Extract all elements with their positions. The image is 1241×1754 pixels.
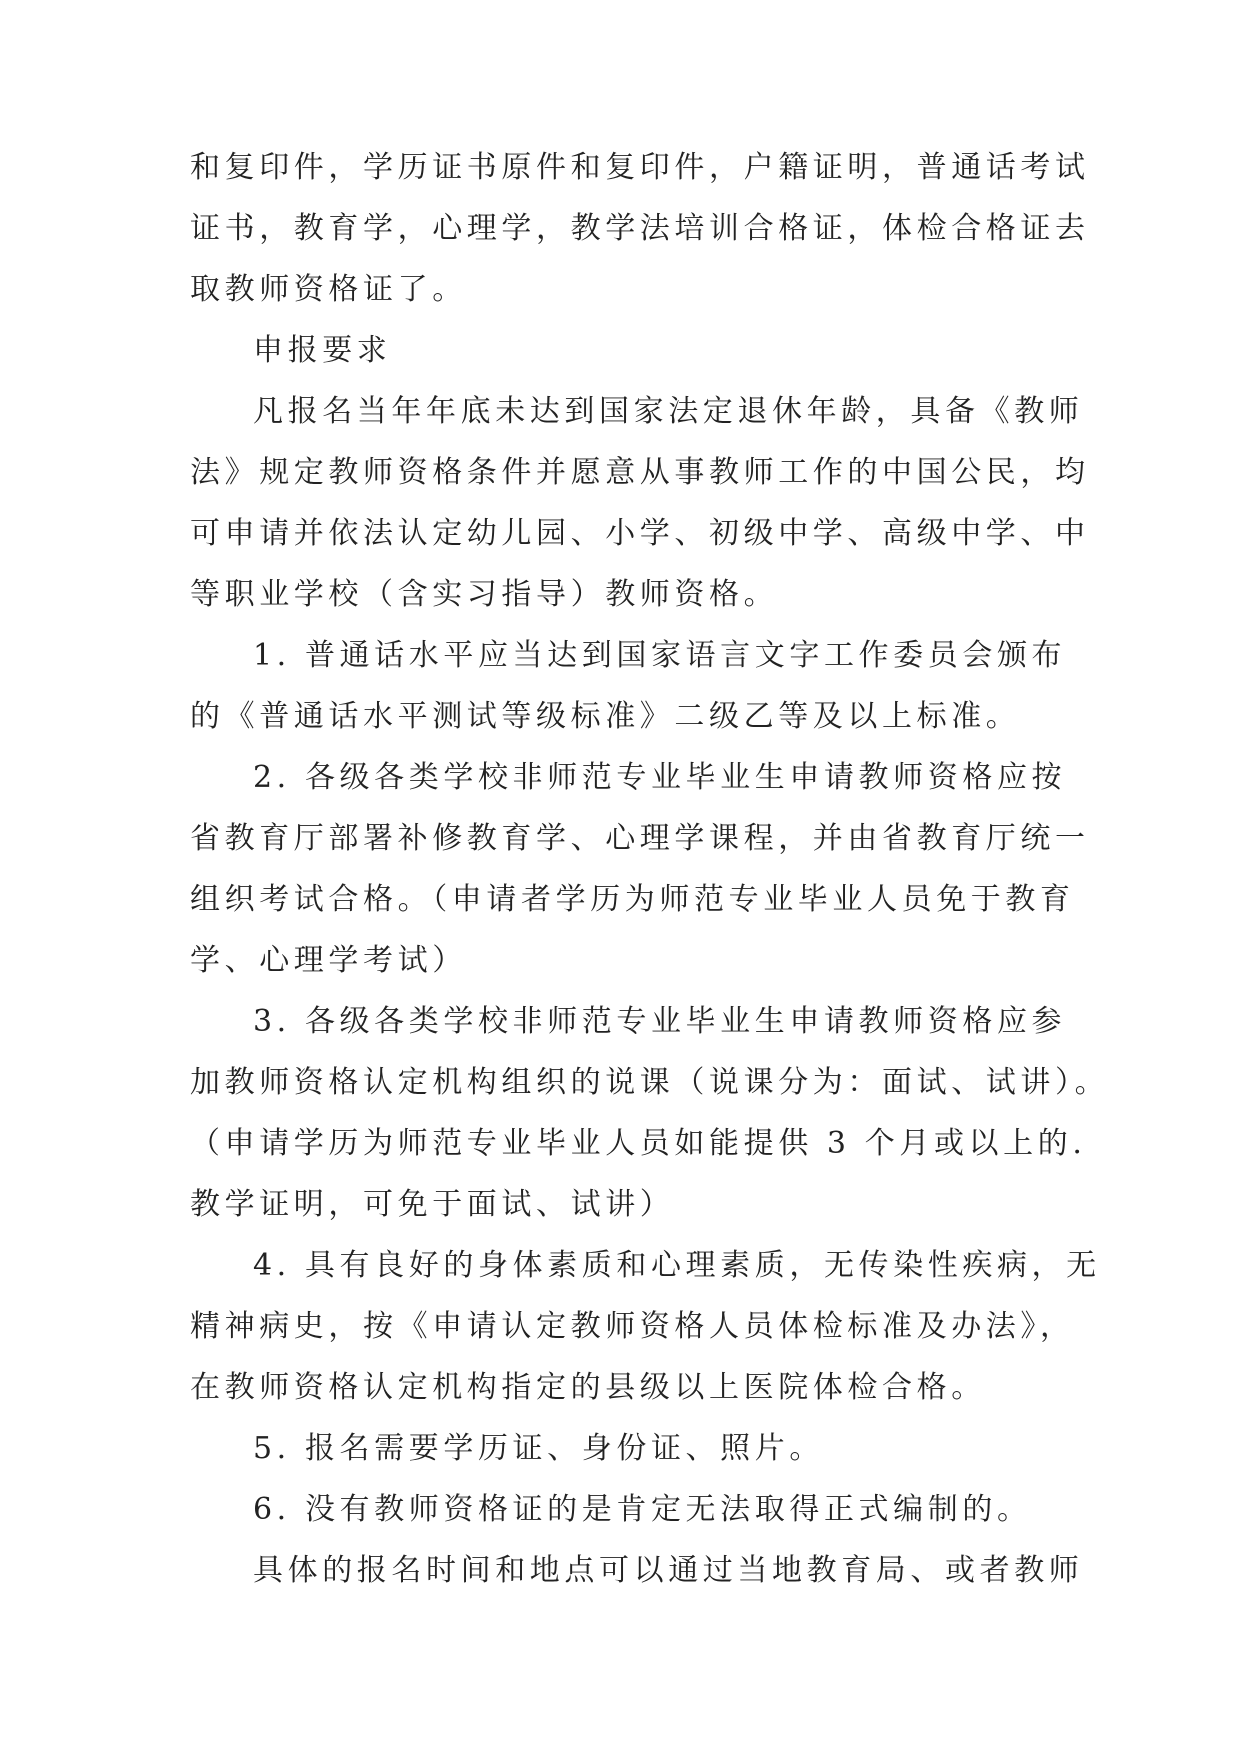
list-item: 5. 报名需要学历证、身份证、照片。	[253, 1431, 824, 1466]
text-line: 省教育厅部署补修教育学、心理学课程，并由省教育厅统一	[190, 821, 1090, 856]
text-line: 学、心理学考试）	[190, 943, 467, 978]
text-line: 可申请并依法认定幼儿园、小学、初级中学、高级中学、中	[190, 516, 1090, 551]
text-line: 取教师资格证了。	[190, 272, 467, 307]
text-line: 证书，教育学，心理学，教学法培训合格证，体检合格证去	[190, 211, 1090, 246]
text-line: 精神病史，按《申请认定教师资格人员体检标准及办法》，	[190, 1309, 1075, 1344]
list-item: 3. 各级各类学校非师范专业毕业生申请教师资格应参	[253, 1004, 1067, 1039]
list-item: 2. 各级各类学校非师范专业毕业生申请教师资格应按	[253, 760, 1067, 795]
text-line: 具体的报名时间和地点可以通过当地教育局、或者教师	[253, 1553, 1084, 1588]
text-line: 在教师资格认定机构指定的县级以上医院体检合格。	[190, 1370, 986, 1405]
text-line: 教学证明，可免于面试、试讲）	[190, 1187, 675, 1222]
text-line: 加教师资格认定机构组织的说课（说课分为：面试、试讲）。	[190, 1065, 1110, 1100]
list-item: 4. 具有良好的身体素质和心理素质，无传染性疾病，无	[253, 1248, 1101, 1283]
text-line: 和复印件，学历证书原件和复印件，户籍证明，普通话考试	[190, 150, 1090, 185]
list-item: 1. 普通话水平应当达到国家语言文字工作委员会颁布	[253, 638, 1067, 673]
text-line: 组织考试合格。（申请者学历为师范专业毕业人员免于教育	[190, 882, 1075, 917]
text-line: 的《普通话水平测试等级标准》二级乙等及以上标准。	[190, 699, 1021, 734]
text-line: 法》规定教师资格条件并愿意从事教师工作的中国公民，均	[190, 455, 1090, 490]
text-line: （申请学历为师范专业毕业人员如能提供 3 个月或以上的.	[190, 1126, 1087, 1161]
list-item: 6. 没有教师资格证的是肯定无法取得正式编制的。	[253, 1492, 1032, 1527]
text-line: 凡报名当年年底未达到国家法定退休年龄，具备《教师	[253, 394, 1084, 429]
text-line: 等职业学校（含实习指导）教师资格。	[190, 577, 779, 612]
section-heading: 申报要求	[253, 333, 392, 368]
